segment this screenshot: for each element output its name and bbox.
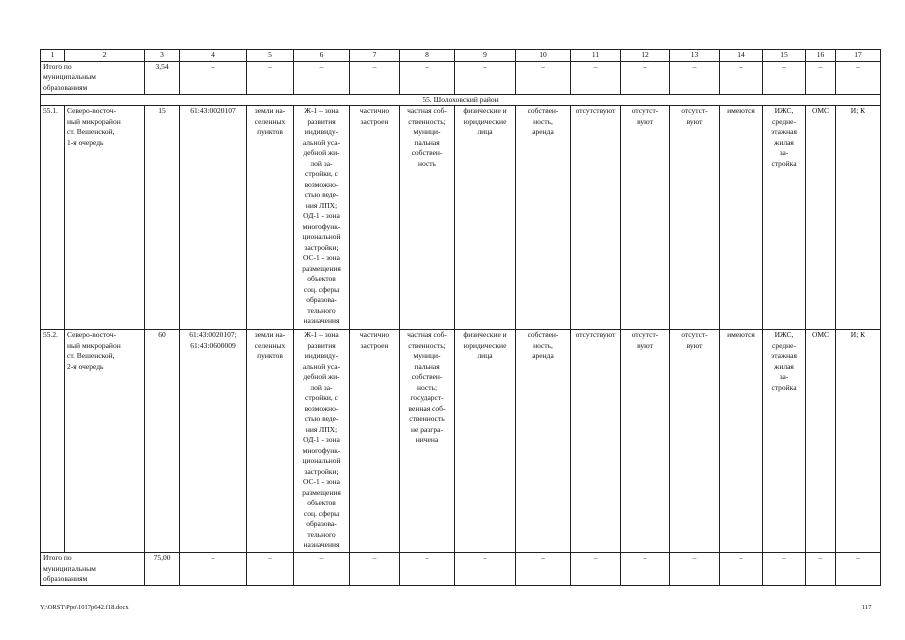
total-row — [41, 553, 881, 586]
table-row — [41, 106, 881, 330]
column-number: 10 — [516, 50, 571, 62]
restrictions-cell: отсутст- вуют — [621, 330, 670, 553]
encumbrances-cell: отсутствуют — [571, 330, 621, 553]
row-number: 55.2. — [41, 330, 65, 553]
dash-cell: – — [294, 553, 350, 586]
investment-type-cell: И; К — [836, 330, 881, 553]
dash-cell: – — [350, 61, 400, 94]
dash-cell: – — [455, 553, 516, 586]
total-row — [41, 61, 881, 94]
dash-cell: – — [670, 61, 720, 94]
site-name: Северо-восточ- ный микрорайон ст. Вешенской, 2-я очередь — [65, 330, 145, 553]
footer-page-number: 117 — [862, 604, 872, 611]
development-status: частично застроен — [350, 106, 400, 330]
section-title: 55. Шолоховский район — [41, 94, 881, 106]
authority-cell: ОМС — [806, 106, 836, 330]
zoning-cell: Ж-1 – зона развития индивиду- альной уса- дебной жи- лой за- стройки, с возможно- стью веде- ния ЛПХ; ОД-1 - зона многофунк- циональной застройки; ОС-1 - зона размещения объектов соц. сферы образова- тельного назначения — [294, 330, 350, 553]
column-number: 12 — [621, 50, 670, 62]
dash-cell: – — [350, 553, 400, 586]
site-area: 60 — [145, 330, 180, 553]
dash-cell: – — [720, 553, 763, 586]
owners-cell: физические и юридические лица — [455, 106, 516, 330]
dash-cell: – — [571, 553, 621, 586]
row-number: 55.1. — [41, 106, 65, 330]
dash-cell: – — [455, 61, 516, 94]
ownership-form: частная соб- ственность; муници- пальная собствен- ность — [400, 106, 455, 330]
ownership-form: частная соб- ственность; муници- пальная собствен- ность; государст- венная соб- ственность не разгра- ничена — [400, 330, 455, 553]
intended-use-cell: ИЖС, средне- этажная жилая за- стройка — [763, 330, 806, 553]
owners-cell: физические и юридические лица — [455, 330, 516, 553]
cadastral-number: 61:43:0020107; 61:43:0600009 — [180, 330, 247, 553]
dash-cell: – — [294, 61, 350, 94]
column-number: 4 — [180, 50, 247, 62]
dash-cell: – — [836, 553, 881, 586]
dash-cell: – — [621, 553, 670, 586]
dash-cell: – — [516, 553, 571, 586]
dash-cell: – — [670, 553, 720, 586]
restrictions-cell: отсутст- вуют — [621, 106, 670, 330]
footer-file-path: Y:\ORST\Ppo\1017p642.f18.docx — [40, 604, 129, 611]
dash-cell: – — [571, 61, 621, 94]
total-label: Итого по муниципальным образованиям — [41, 553, 145, 586]
rights-cell: собствен- ность, аренда — [516, 106, 571, 330]
dash-cell: – — [516, 61, 571, 94]
column-number: 6 — [294, 50, 350, 62]
column-number: 15 — [763, 50, 806, 62]
column-number: 9 — [455, 50, 516, 62]
land-category: земли на- селенных пунктов — [247, 106, 294, 330]
authority-cell: ОМС — [806, 330, 836, 553]
column-number: 11 — [571, 50, 621, 62]
column-number: 8 — [400, 50, 455, 62]
column-number: 13 — [670, 50, 720, 62]
zoning-cell: Ж-1 – зона развития индивиду- альной уса- дебной жи- лой за- стройки, с возможно- стью веде- ния ЛПХ; ОД-1 - зона многофунк- циональной застройки; ОС-1 - зона размещения объектов соц. сферы образова- тельного назначения — [294, 106, 350, 330]
cadastral-number: 61:43:0020107 — [180, 106, 247, 330]
dash-cell: – — [180, 61, 247, 94]
column-number: 14 — [720, 50, 763, 62]
rights-cell: собствен- ность, аренда — [516, 330, 571, 553]
column-number: 1 — [41, 50, 65, 62]
header-row — [41, 50, 881, 62]
development-status: частично застроен — [350, 330, 400, 553]
dash-cell: – — [763, 61, 806, 94]
infrastructure-cell: имеются — [720, 330, 763, 553]
encumbrances-cell: отсутствуют — [571, 106, 621, 330]
dash-cell: – — [621, 61, 670, 94]
disputes-cell: отсутст- вуют — [670, 106, 720, 330]
dash-cell: – — [720, 61, 763, 94]
disputes-cell: отсутст- вуют — [670, 330, 720, 553]
site-area: 15 — [145, 106, 180, 330]
dash-cell: – — [836, 61, 881, 94]
infrastructure-cell: имеются — [720, 106, 763, 330]
land-category: земли на- селенных пунктов — [247, 330, 294, 553]
dash-cell: – — [247, 553, 294, 586]
dash-cell: – — [180, 553, 247, 586]
column-number: 3 — [145, 50, 180, 62]
total-value: 3,54 — [145, 61, 180, 94]
table-row — [41, 330, 881, 553]
total-label: Итого по муниципальным образованиям — [41, 61, 145, 94]
section-row — [41, 94, 881, 106]
site-name: Северо-восточ- ный микрорайон ст. Вешенской, 1-я очередь — [65, 106, 145, 330]
dash-cell: – — [763, 553, 806, 586]
column-number: 17 — [836, 50, 881, 62]
column-number: 5 — [247, 50, 294, 62]
dash-cell: – — [806, 61, 836, 94]
column-number: 7 — [350, 50, 400, 62]
dash-cell: – — [247, 61, 294, 94]
dash-cell: – — [400, 61, 455, 94]
document-table — [40, 49, 881, 586]
investment-type-cell: И; К — [836, 106, 881, 330]
column-number: 2 — [65, 50, 145, 62]
dash-cell: – — [806, 553, 836, 586]
total-value: 75,00 — [145, 553, 180, 586]
dash-cell: – — [400, 553, 455, 586]
intended-use-cell: ИЖС, средне- этажная жилая за- стройка — [763, 106, 806, 330]
column-number: 16 — [806, 50, 836, 62]
